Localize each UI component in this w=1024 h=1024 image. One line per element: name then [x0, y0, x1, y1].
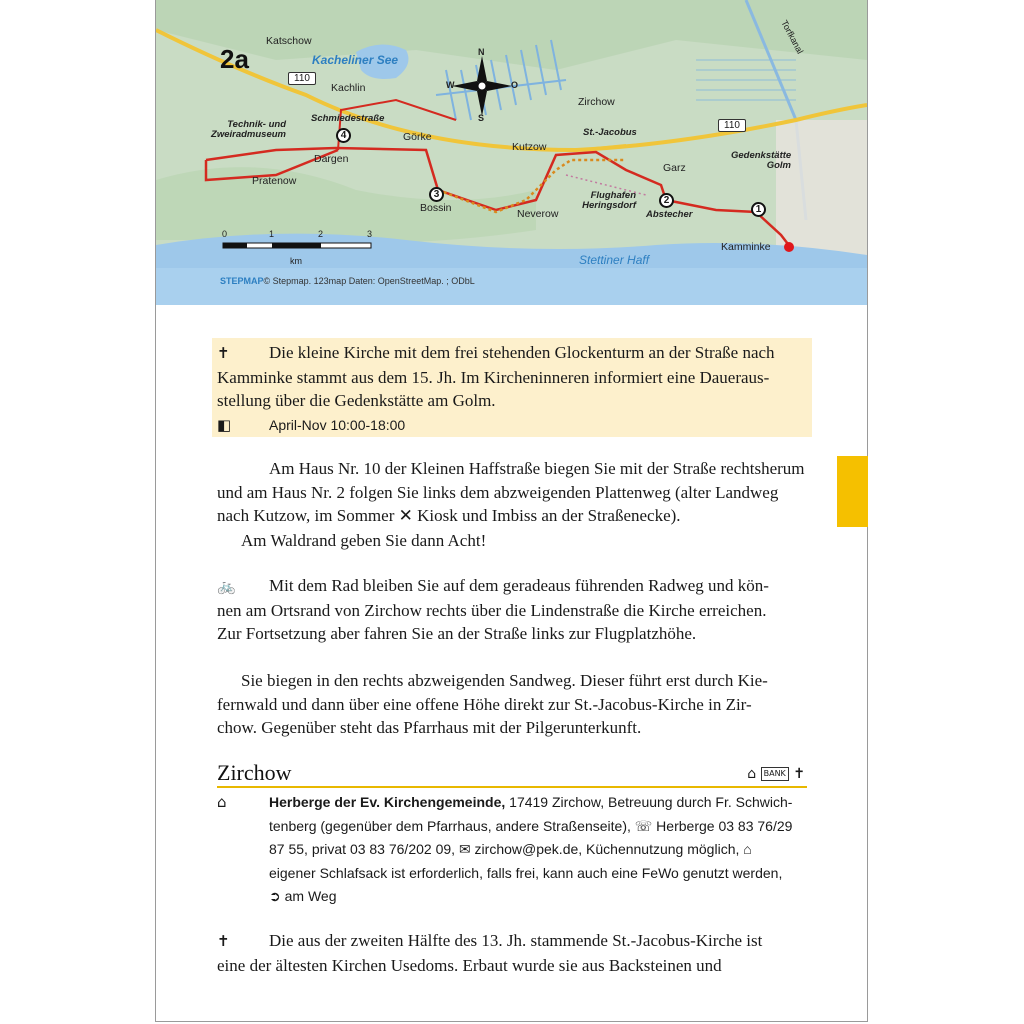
- bike-line-3: Zur Fortsetzung aber fahren Sie an der Straße links zur Flugplatzhöhe.: [217, 624, 697, 643]
- scale-unit: km: [290, 256, 302, 266]
- lodging-line-2: tenberg (gegenüber dem Pfarrhaus, andere Straßenseite),: [269, 817, 631, 834]
- chapter-tab-marker: [837, 456, 868, 527]
- place-zirchow: Zirchow: [578, 96, 615, 108]
- p1-line-4: Am Waldrand geben Sie dann Acht!: [241, 530, 487, 550]
- bank-icon: BANK: [761, 767, 789, 781]
- place-neverow: Neverow: [517, 208, 559, 220]
- place-torfkanal: Torfkanal: [779, 18, 806, 56]
- paragraph-sandweg: [217, 669, 807, 740]
- church-info-line-2: Kamminke stammt aus dem 15. Jh. Im Kircheninneren informiert eine Daueraus-: [217, 367, 770, 387]
- church-info-line-3: stellung über die Gedenkstätte am Golm.: [217, 391, 496, 410]
- compass-s: S: [478, 113, 485, 123]
- scale-tick-1: 1: [269, 229, 275, 239]
- place-pratenow: Pratenow: [252, 175, 297, 187]
- route-stop-3: 3: [429, 187, 444, 202]
- place-kutzow: Kutzow: [512, 141, 547, 153]
- route-map: [156, 0, 867, 305]
- p1-line-3: nach Kutzow, im Sommer: [217, 506, 395, 525]
- place-garz: Garz: [663, 162, 686, 174]
- lodging-line-1: 17419 Zirchow, Betreuung durch Fr. Schwich-: [505, 794, 793, 810]
- place-flughafen: Flughafen Heringsdorf: [582, 190, 636, 211]
- lodging-line-6: eigener Schlafsack ist erforderlich, falls frei, kann auch eine FeWo genutzt werden,: [269, 864, 783, 881]
- section-title: Zirchow: [217, 760, 292, 785]
- place-technik-museum: Technik- und Zweiradmuseum: [211, 119, 286, 140]
- church-info-text: [217, 341, 807, 437]
- paragraph-bike: [217, 574, 807, 646]
- scale-tick-0: 0: [222, 229, 228, 239]
- route-stop-1: 1: [751, 202, 766, 217]
- breakfast-icon: ⌂: [743, 841, 752, 857]
- fork-knife-icon: ✕: [398, 506, 413, 526]
- map-credit: [220, 276, 475, 286]
- church-cross-icon: ✝: [217, 932, 230, 950]
- lodging-line-3: Herberge 03 83 76/29: [652, 817, 793, 834]
- lodging-name: Herberge der Ev. Kirchengemeinde,: [269, 794, 506, 810]
- bicycle-icon: 🚲: [217, 577, 236, 595]
- compass-w: W: [446, 80, 455, 90]
- hostel-icon: ⌂: [747, 766, 757, 782]
- route-stop-2: 2: [659, 193, 674, 208]
- phone-icon: ☏: [634, 817, 653, 834]
- p1-line-1: Am Haus Nr. 10 der Kleinen Haffstraße biegen Sie mit der Straße rechtsherum: [269, 459, 805, 478]
- location-arrow-icon: ➲: [269, 888, 281, 904]
- bike-line-2: nen am Ortsrand von Zirchow rechts über die Lindenstraße die Kirche erreichen.: [217, 600, 767, 620]
- bike-line-1: Mit dem Rad bleiben Sie auf dem geradeaus führenden Radweg und kön-: [269, 576, 769, 595]
- stage-label: 2a: [220, 44, 249, 74]
- door-icon: ◧: [217, 415, 232, 434]
- church-cross-icon: ✝: [217, 344, 230, 362]
- paragraph-jacobus-church: [217, 929, 807, 977]
- church2-line-2: eine der ältesten Kirchen Usedoms. Erbaut wurde sie aus Backsteinen und: [217, 955, 722, 975]
- place-kachlin: Kachlin: [331, 82, 366, 94]
- place-bossin: Bossin: [420, 202, 452, 214]
- place-katschow: Katschow: [266, 35, 312, 47]
- p2-line-1: Sie biegen in den rechts abzweigenden Sandweg. Dieser führt erst durch Kie-: [241, 671, 768, 690]
- compass-n: N: [478, 47, 485, 57]
- place-st-jacobus: St.-Jacobus: [583, 127, 637, 138]
- lodging-line-4: 87 55, privat 03 83 76/202 09,: [269, 841, 456, 857]
- compass-o: O: [511, 80, 519, 90]
- scale-tick-2: 2: [318, 229, 324, 239]
- church-info-line-1: Die kleine Kirche mit dem frei stehenden Glockenturm an der Straße nach: [269, 343, 775, 362]
- section-header-zirchow: [217, 760, 807, 788]
- map-credit-text: © Stepmap. 123map Daten: OpenStreetMap. ; ODbL: [263, 276, 475, 286]
- lodging-line-7: am Weg: [280, 888, 337, 904]
- email-icon: ✉: [458, 841, 471, 857]
- place-kamminke: Kamminke: [721, 241, 771, 253]
- p2-line-3: chow. Gegenüber steht das Pfarrhaus mit der Pilgerunterkunft.: [217, 718, 642, 737]
- place-kacheliner-see: Kacheliner See: [312, 53, 399, 67]
- place-stettiner-haff: Stettiner Haff: [579, 253, 650, 267]
- place-goerke: Görke: [403, 131, 432, 143]
- hostel-icon: ⌂: [217, 793, 227, 811]
- church-cross-icon: ✝: [793, 766, 805, 782]
- scale-tick-3: 3: [367, 229, 373, 239]
- lodging-line-5: zirchow@pek.de, Küchennutzung möglich,: [470, 841, 740, 857]
- place-abstecher: Abstecher: [646, 209, 693, 220]
- opening-hours: April-Nov 10:00-18:00: [269, 416, 406, 433]
- route-stop-4: 4: [336, 128, 351, 143]
- p1-line-2: und am Haus Nr. 2 folgen Sie links dem abzweigenden Plattenweg (alter Landweg: [217, 482, 779, 502]
- road-110-sign-east: 110: [718, 119, 746, 132]
- p2-line-2: fernwald und dann über eine offene Höhe direkt zur St.-Jacobus-Kirche in Zir-: [217, 694, 752, 714]
- church2-line-1: Die aus der zweiten Hälfte des 13. Jh. stammende St.-Jacobus-Kirche ist: [269, 931, 763, 950]
- p1-line-3b: Kiosk und Imbiss an der Straßenecke).: [417, 506, 681, 525]
- lodging-entry: [217, 791, 807, 909]
- place-schmiedestrasse: Schmiedestraße: [311, 113, 385, 124]
- road-110-sign: 110: [288, 72, 316, 85]
- place-dargen: Dargen: [314, 153, 349, 165]
- place-gedenkstaette: Gedenkstätte Golm: [731, 150, 792, 171]
- stepmap-brand: STEPMAP: [220, 276, 264, 286]
- paragraph-directions: [217, 457, 807, 552]
- section-icons: [747, 766, 805, 782]
